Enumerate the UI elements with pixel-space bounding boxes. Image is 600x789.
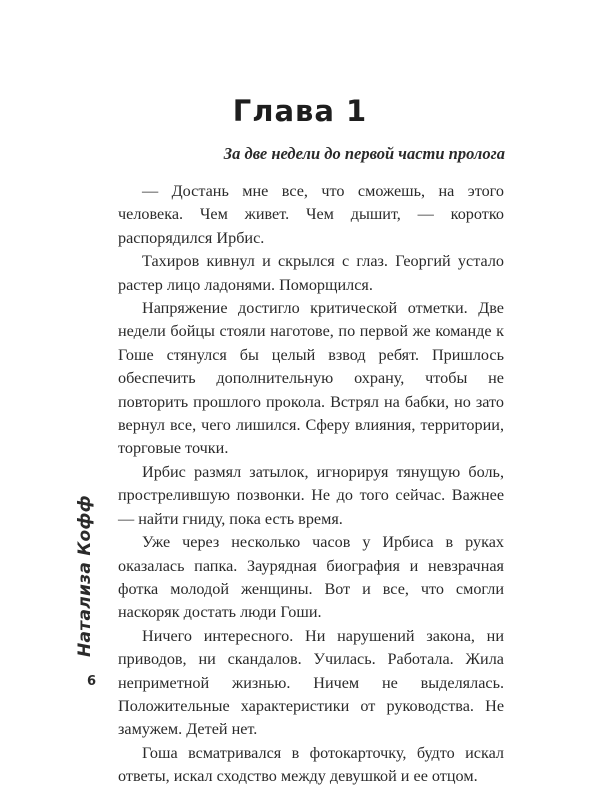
paragraph: Уже через несколько часов у Ирбиса в руках оказалась папка. Заурядная биография и невзрачная фотка молодой женщины. Вот и все, что смогли наскоряк достать люди Гоши. xyxy=(118,533,504,622)
paragraph: Ирбис размял затылок, игнорируя тянущую боль, прострелившую позвонки. Не до того сейчас. Важнее — найти гниду, пока есть время. xyxy=(118,462,504,528)
paragraph: Тахиров кивнул и скрылся с глаз. Георгий устало растер лицо ладонями. Поморщился. xyxy=(118,252,504,294)
author-name-vertical: Натализа Кофф xyxy=(75,495,95,657)
paragraph: Ничего интересного. Ни нарушений закона, ни приводов, ни скандалов. Училась. Работала. Жила неприметной жизнью. Ничем не выделялась. Положительные характеристики от руководства. Не замужем. Детей нет. xyxy=(118,626,504,739)
chapter-epigraph: За две недели до первой части пролога xyxy=(223,144,505,163)
paragraph: — Достань мне все, что сможешь, на этого человека. Чем живет. Чем дышит, — коротко распорядился Ирбис. xyxy=(118,182,504,247)
page-number: 6 xyxy=(87,674,97,689)
chapter-title: Глава 1 xyxy=(232,94,368,128)
paragraph: Гоша всматривался в фотокарточку, будто искал ответы, искал сходство между девушкой и ее отцом. xyxy=(118,743,504,786)
paragraph: Напряжение достигло критической отметки. Две недели бойцы стояли наготове, по первой же команде к Гоше стянулся бы целый взвод ребят. Пришлось обеспечить дополнительную охрану, чтобы не повторить прошлого прокола. Встрял на бабки, но зато вернул все, чего лишился. Сферу влияния, территории, торговые точки. xyxy=(118,299,504,458)
body-text xyxy=(118,180,504,789)
